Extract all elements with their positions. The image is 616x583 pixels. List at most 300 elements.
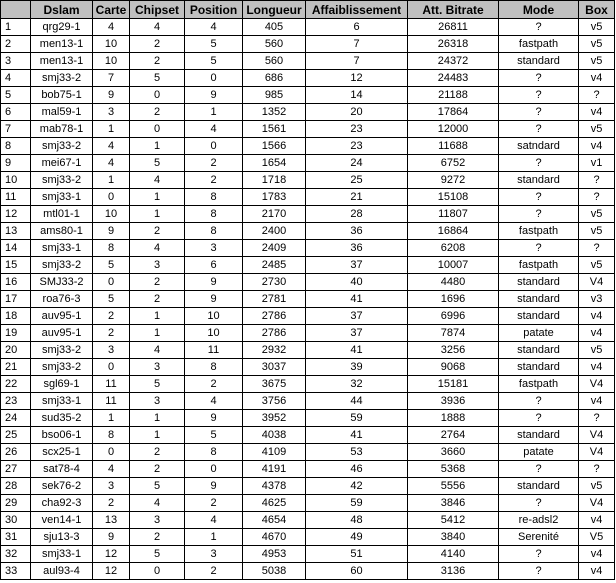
cell-longueur[interactable]: 2786 xyxy=(243,308,306,325)
cell-box[interactable]: v5 xyxy=(579,223,615,240)
cell-row-number[interactable]: 5 xyxy=(1,87,31,104)
cell-longueur[interactable]: 1566 xyxy=(243,138,306,155)
cell-affaiblissement[interactable]: 41 xyxy=(306,342,408,359)
cell-att-bitrate[interactable]: 3846 xyxy=(408,495,499,512)
cell-longueur[interactable]: 2730 xyxy=(243,274,306,291)
cell-position[interactable]: 2 xyxy=(185,172,243,189)
cell-affaiblissement[interactable]: 32 xyxy=(306,376,408,393)
cell-affaiblissement[interactable]: 59 xyxy=(306,410,408,427)
cell-box[interactable]: v3 xyxy=(579,291,615,308)
cell-chipset[interactable]: 3 xyxy=(130,359,185,376)
cell-carte[interactable]: 12 xyxy=(93,546,130,563)
cell-dslam[interactable]: ams80-1 xyxy=(31,223,93,240)
cell-chipset[interactable]: 2 xyxy=(130,529,185,546)
cell-chipset[interactable]: 1 xyxy=(130,189,185,206)
cell-row-number[interactable]: 15 xyxy=(1,257,31,274)
cell-position[interactable]: 5 xyxy=(185,36,243,53)
cell-box[interactable]: v5 xyxy=(579,53,615,70)
cell-carte[interactable]: 9 xyxy=(93,223,130,240)
cell-affaiblissement[interactable]: 28 xyxy=(306,206,408,223)
cell-chipset[interactable]: 2 xyxy=(130,291,185,308)
cell-att-bitrate[interactable]: 21188 xyxy=(408,87,499,104)
cell-longueur[interactable]: 3037 xyxy=(243,359,306,376)
cell-longueur[interactable]: 1783 xyxy=(243,189,306,206)
cell-position[interactable]: 0 xyxy=(185,138,243,155)
cell-affaiblissement[interactable]: 40 xyxy=(306,274,408,291)
cell-position[interactable]: 0 xyxy=(185,461,243,478)
cell-att-bitrate[interactable]: 12000 xyxy=(408,121,499,138)
cell-carte[interactable]: 0 xyxy=(93,274,130,291)
cell-box[interactable]: v4 xyxy=(579,70,615,87)
cell-box[interactable]: ? xyxy=(579,240,615,257)
cell-mode[interactable]: ? xyxy=(499,410,579,427)
cell-carte[interactable]: 11 xyxy=(93,393,130,410)
column-header-dslam[interactable]: Dslam xyxy=(31,1,93,19)
cell-row-number[interactable]: 18 xyxy=(1,308,31,325)
cell-position[interactable]: 4 xyxy=(185,512,243,529)
column-header-att-bitrate[interactable]: Att. Bitrate xyxy=(408,1,499,19)
cell-mode[interactable]: Serenité xyxy=(499,529,579,546)
cell-carte[interactable]: 9 xyxy=(93,87,130,104)
cell-affaiblissement[interactable]: 36 xyxy=(306,223,408,240)
cell-carte[interactable]: 4 xyxy=(93,155,130,172)
cell-carte[interactable]: 4 xyxy=(93,19,130,36)
cell-chipset[interactable]: 1 xyxy=(130,427,185,444)
cell-mode[interactable]: ? xyxy=(499,155,579,172)
cell-row-number[interactable]: 3 xyxy=(1,53,31,70)
cell-chipset[interactable]: 2 xyxy=(130,461,185,478)
cell-box[interactable]: V4 xyxy=(579,376,615,393)
cell-row-number[interactable]: 25 xyxy=(1,427,31,444)
cell-carte[interactable]: 2 xyxy=(93,495,130,512)
cell-longueur[interactable]: 4109 xyxy=(243,444,306,461)
cell-affaiblissement[interactable]: 48 xyxy=(306,512,408,529)
cell-position[interactable]: 9 xyxy=(185,274,243,291)
cell-row-number[interactable]: 20 xyxy=(1,342,31,359)
cell-affaiblissement[interactable]: 14 xyxy=(306,87,408,104)
cell-att-bitrate[interactable]: 7874 xyxy=(408,325,499,342)
corner-header[interactable] xyxy=(1,1,31,19)
cell-mode[interactable]: ? xyxy=(499,70,579,87)
cell-carte[interactable]: 1 xyxy=(93,121,130,138)
cell-att-bitrate[interactable]: 6996 xyxy=(408,308,499,325)
cell-longueur[interactable]: 3756 xyxy=(243,393,306,410)
cell-row-number[interactable]: 29 xyxy=(1,495,31,512)
cell-mode[interactable]: fastpath xyxy=(499,223,579,240)
cell-longueur[interactable]: 1654 xyxy=(243,155,306,172)
cell-position[interactable]: 8 xyxy=(185,359,243,376)
cell-att-bitrate[interactable]: 3256 xyxy=(408,342,499,359)
cell-dslam[interactable]: mei67-1 xyxy=(31,155,93,172)
cell-att-bitrate[interactable]: 15181 xyxy=(408,376,499,393)
cell-position[interactable]: 8 xyxy=(185,223,243,240)
cell-row-number[interactable]: 1 xyxy=(1,19,31,36)
cell-position[interactable]: 8 xyxy=(185,444,243,461)
cell-box[interactable]: ? xyxy=(579,87,615,104)
cell-carte[interactable]: 10 xyxy=(93,206,130,223)
cell-att-bitrate[interactable]: 9272 xyxy=(408,172,499,189)
cell-att-bitrate[interactable]: 2764 xyxy=(408,427,499,444)
cell-chipset[interactable]: 2 xyxy=(130,223,185,240)
cell-att-bitrate[interactable]: 1696 xyxy=(408,291,499,308)
cell-box[interactable]: v4 xyxy=(579,325,615,342)
cell-position[interactable]: 2 xyxy=(185,376,243,393)
cell-mode[interactable]: ? xyxy=(499,563,579,580)
column-header-carte[interactable]: Carte xyxy=(93,1,130,19)
cell-chipset[interactable]: 3 xyxy=(130,257,185,274)
cell-affaiblissement[interactable]: 51 xyxy=(306,546,408,563)
cell-box[interactable]: v5 xyxy=(579,342,615,359)
cell-att-bitrate[interactable]: 10007 xyxy=(408,257,499,274)
cell-position[interactable]: 4 xyxy=(185,19,243,36)
cell-dslam[interactable]: bob75-1 xyxy=(31,87,93,104)
cell-carte[interactable]: 0 xyxy=(93,359,130,376)
cell-box[interactable]: V5 xyxy=(579,529,615,546)
cell-longueur[interactable]: 1561 xyxy=(243,121,306,138)
cell-longueur[interactable]: 560 xyxy=(243,53,306,70)
cell-row-number[interactable]: 32 xyxy=(1,546,31,563)
cell-row-number[interactable]: 13 xyxy=(1,223,31,240)
cell-affaiblissement[interactable]: 42 xyxy=(306,478,408,495)
cell-row-number[interactable]: 26 xyxy=(1,444,31,461)
cell-position[interactable]: 5 xyxy=(185,427,243,444)
cell-dslam[interactable]: sgl69-1 xyxy=(31,376,93,393)
cell-affaiblissement[interactable]: 21 xyxy=(306,189,408,206)
cell-dslam[interactable]: qrg29-1 xyxy=(31,19,93,36)
cell-longueur[interactable]: 4953 xyxy=(243,546,306,563)
cell-chipset[interactable]: 0 xyxy=(130,87,185,104)
cell-att-bitrate[interactable]: 3660 xyxy=(408,444,499,461)
cell-att-bitrate[interactable]: 26318 xyxy=(408,36,499,53)
cell-mode[interactable]: standard xyxy=(499,172,579,189)
cell-row-number[interactable]: 17 xyxy=(1,291,31,308)
cell-row-number[interactable]: 16 xyxy=(1,274,31,291)
cell-mode[interactable]: standard xyxy=(499,427,579,444)
cell-mode[interactable]: ? xyxy=(499,121,579,138)
cell-box[interactable]: v1 xyxy=(579,155,615,172)
cell-chipset[interactable]: 0 xyxy=(130,563,185,580)
cell-dslam[interactable]: sju13-3 xyxy=(31,529,93,546)
cell-dslam[interactable]: smj33-2 xyxy=(31,342,93,359)
cell-chipset[interactable]: 3 xyxy=(130,393,185,410)
cell-dslam[interactable]: smj33-1 xyxy=(31,189,93,206)
cell-affaiblissement[interactable]: 37 xyxy=(306,257,408,274)
cell-chipset[interactable]: 2 xyxy=(130,53,185,70)
cell-affaiblissement[interactable]: 39 xyxy=(306,359,408,376)
cell-chipset[interactable]: 4 xyxy=(130,342,185,359)
column-header-chipset[interactable]: Chipset xyxy=(130,1,185,19)
cell-att-bitrate[interactable]: 15108 xyxy=(408,189,499,206)
cell-longueur[interactable]: 4670 xyxy=(243,529,306,546)
cell-mode[interactable]: fastpath xyxy=(499,257,579,274)
cell-mode[interactable]: re-adsl2 xyxy=(499,512,579,529)
cell-box[interactable]: v4 xyxy=(579,393,615,410)
cell-row-number[interactable]: 6 xyxy=(1,104,31,121)
cell-att-bitrate[interactable]: 5556 xyxy=(408,478,499,495)
cell-row-number[interactable]: 11 xyxy=(1,189,31,206)
cell-dslam[interactable]: sud35-2 xyxy=(31,410,93,427)
cell-chipset[interactable]: 2 xyxy=(130,36,185,53)
cell-longueur[interactable]: 3675 xyxy=(243,376,306,393)
cell-longueur[interactable]: 4191 xyxy=(243,461,306,478)
cell-longueur[interactable]: 4038 xyxy=(243,427,306,444)
cell-dslam[interactable]: smj33-2 xyxy=(31,138,93,155)
cell-carte[interactable]: 3 xyxy=(93,104,130,121)
cell-att-bitrate[interactable]: 11807 xyxy=(408,206,499,223)
cell-dslam[interactable]: cha92-3 xyxy=(31,495,93,512)
cell-position[interactable]: 10 xyxy=(185,325,243,342)
cell-affaiblissement[interactable]: 41 xyxy=(306,427,408,444)
cell-affaiblissement[interactable]: 37 xyxy=(306,308,408,325)
cell-affaiblissement[interactable]: 41 xyxy=(306,291,408,308)
cell-longueur[interactable]: 2400 xyxy=(243,223,306,240)
cell-mode[interactable]: standard xyxy=(499,274,579,291)
cell-box[interactable]: v5 xyxy=(579,19,615,36)
cell-longueur[interactable]: 2932 xyxy=(243,342,306,359)
cell-att-bitrate[interactable]: 6752 xyxy=(408,155,499,172)
cell-dslam[interactable]: smj33-2 xyxy=(31,70,93,87)
cell-mode[interactable]: patate xyxy=(499,325,579,342)
cell-mode[interactable]: ? xyxy=(499,104,579,121)
cell-position[interactable]: 5 xyxy=(185,53,243,70)
cell-box[interactable]: v5 xyxy=(579,206,615,223)
cell-box[interactable]: v4 xyxy=(579,563,615,580)
cell-chipset[interactable]: 1 xyxy=(130,325,185,342)
cell-row-number[interactable]: 21 xyxy=(1,359,31,376)
cell-position[interactable]: 4 xyxy=(185,121,243,138)
cell-att-bitrate[interactable]: 17864 xyxy=(408,104,499,121)
cell-row-number[interactable]: 14 xyxy=(1,240,31,257)
cell-row-number[interactable]: 33 xyxy=(1,563,31,580)
cell-row-number[interactable]: 31 xyxy=(1,529,31,546)
cell-dslam[interactable]: mal59-1 xyxy=(31,104,93,121)
cell-mode[interactable]: standard xyxy=(499,478,579,495)
cell-box[interactable]: V4 xyxy=(579,495,615,512)
cell-chipset[interactable]: 0 xyxy=(130,121,185,138)
cell-mode[interactable]: standard xyxy=(499,291,579,308)
cell-dslam[interactable]: mab78-1 xyxy=(31,121,93,138)
cell-carte[interactable]: 2 xyxy=(93,308,130,325)
cell-carte[interactable]: 4 xyxy=(93,138,130,155)
cell-dslam[interactable]: smj33-2 xyxy=(31,257,93,274)
cell-carte[interactable]: 3 xyxy=(93,478,130,495)
cell-dslam[interactable]: aul93-4 xyxy=(31,563,93,580)
cell-longueur[interactable]: 2409 xyxy=(243,240,306,257)
cell-mode[interactable]: standard xyxy=(499,342,579,359)
cell-chipset[interactable]: 4 xyxy=(130,172,185,189)
cell-affaiblissement[interactable]: 6 xyxy=(306,19,408,36)
cell-box[interactable]: ? xyxy=(579,410,615,427)
cell-chipset[interactable]: 3 xyxy=(130,512,185,529)
cell-affaiblissement[interactable]: 53 xyxy=(306,444,408,461)
column-header-longueur[interactable]: Longueur xyxy=(243,1,306,19)
cell-row-number[interactable]: 22 xyxy=(1,376,31,393)
cell-position[interactable]: 8 xyxy=(185,206,243,223)
cell-longueur[interactable]: 2786 xyxy=(243,325,306,342)
cell-row-number[interactable]: 27 xyxy=(1,461,31,478)
cell-carte[interactable]: 1 xyxy=(93,410,130,427)
cell-att-bitrate[interactable]: 3136 xyxy=(408,563,499,580)
cell-position[interactable]: 2 xyxy=(185,563,243,580)
cell-affaiblissement[interactable]: 44 xyxy=(306,393,408,410)
cell-box[interactable]: v5 xyxy=(579,121,615,138)
cell-position[interactable]: 6 xyxy=(185,257,243,274)
cell-carte[interactable]: 8 xyxy=(93,427,130,444)
cell-row-number[interactable]: 23 xyxy=(1,393,31,410)
cell-dslam[interactable]: smj33-2 xyxy=(31,359,93,376)
cell-carte[interactable]: 10 xyxy=(93,53,130,70)
cell-position[interactable]: 0 xyxy=(185,70,243,87)
cell-row-number[interactable]: 12 xyxy=(1,206,31,223)
cell-mode[interactable]: ? xyxy=(499,546,579,563)
cell-carte[interactable]: 0 xyxy=(93,444,130,461)
column-header-box[interactable]: Box xyxy=(579,1,615,19)
cell-affaiblissement[interactable]: 36 xyxy=(306,240,408,257)
cell-mode[interactable]: fastpath xyxy=(499,376,579,393)
cell-chipset[interactable]: 2 xyxy=(130,274,185,291)
cell-longueur[interactable]: 2781 xyxy=(243,291,306,308)
cell-longueur[interactable]: 985 xyxy=(243,87,306,104)
column-header-position[interactable]: Position xyxy=(185,1,243,19)
cell-dslam[interactable]: men13-1 xyxy=(31,36,93,53)
cell-row-number[interactable]: 30 xyxy=(1,512,31,529)
cell-carte[interactable]: 8 xyxy=(93,240,130,257)
cell-chipset[interactable]: 1 xyxy=(130,206,185,223)
cell-att-bitrate[interactable]: 3936 xyxy=(408,393,499,410)
cell-att-bitrate[interactable]: 1888 xyxy=(408,410,499,427)
cell-att-bitrate[interactable]: 11688 xyxy=(408,138,499,155)
cell-longueur[interactable]: 4654 xyxy=(243,512,306,529)
cell-longueur[interactable]: 405 xyxy=(243,19,306,36)
cell-longueur[interactable]: 1352 xyxy=(243,104,306,121)
cell-longueur[interactable]: 2485 xyxy=(243,257,306,274)
cell-affaiblissement[interactable]: 46 xyxy=(306,461,408,478)
cell-att-bitrate[interactable]: 26811 xyxy=(408,19,499,36)
cell-dslam[interactable]: sat78-4 xyxy=(31,461,93,478)
cell-att-bitrate[interactable]: 16864 xyxy=(408,223,499,240)
cell-chipset[interactable]: 5 xyxy=(130,478,185,495)
cell-mode[interactable]: ? xyxy=(499,206,579,223)
cell-box[interactable]: V4 xyxy=(579,274,615,291)
cell-box[interactable]: v4 xyxy=(579,512,615,529)
cell-position[interactable]: 2 xyxy=(185,495,243,512)
cell-box[interactable]: v4 xyxy=(579,138,615,155)
cell-affaiblissement[interactable]: 20 xyxy=(306,104,408,121)
cell-carte[interactable]: 12 xyxy=(93,563,130,580)
cell-position[interactable]: 3 xyxy=(185,546,243,563)
cell-mode[interactable]: satndard xyxy=(499,138,579,155)
cell-mode[interactable]: fastpath xyxy=(499,36,579,53)
cell-affaiblissement[interactable]: 49 xyxy=(306,529,408,546)
cell-chipset[interactable]: 2 xyxy=(130,104,185,121)
cell-position[interactable]: 9 xyxy=(185,87,243,104)
cell-row-number[interactable]: 10 xyxy=(1,172,31,189)
cell-longueur[interactable]: 4625 xyxy=(243,495,306,512)
cell-dslam[interactable]: ven14-1 xyxy=(31,512,93,529)
cell-chipset[interactable]: 1 xyxy=(130,410,185,427)
cell-affaiblissement[interactable]: 60 xyxy=(306,563,408,580)
cell-row-number[interactable]: 7 xyxy=(1,121,31,138)
cell-position[interactable]: 10 xyxy=(185,308,243,325)
cell-box[interactable]: v4 xyxy=(579,104,615,121)
cell-longueur[interactable]: 5038 xyxy=(243,563,306,580)
cell-att-bitrate[interactable]: 9068 xyxy=(408,359,499,376)
cell-box[interactable]: V4 xyxy=(579,444,615,461)
cell-carte[interactable]: 9 xyxy=(93,529,130,546)
cell-affaiblissement[interactable]: 7 xyxy=(306,36,408,53)
cell-chipset[interactable]: 5 xyxy=(130,155,185,172)
cell-dslam[interactable]: smj33-2 xyxy=(31,172,93,189)
cell-chipset[interactable]: 5 xyxy=(130,70,185,87)
cell-carte[interactable]: 4 xyxy=(93,461,130,478)
cell-longueur[interactable]: 1718 xyxy=(243,172,306,189)
cell-dslam[interactable]: sek76-2 xyxy=(31,478,93,495)
cell-row-number[interactable]: 28 xyxy=(1,478,31,495)
cell-carte[interactable]: 1 xyxy=(93,172,130,189)
cell-box[interactable]: ? xyxy=(579,189,615,206)
cell-box[interactable]: V4 xyxy=(579,427,615,444)
cell-mode[interactable]: standard xyxy=(499,53,579,70)
cell-row-number[interactable]: 4 xyxy=(1,70,31,87)
cell-chipset[interactable]: 4 xyxy=(130,240,185,257)
cell-dslam[interactable]: smj33-1 xyxy=(31,393,93,410)
cell-position[interactable]: 9 xyxy=(185,410,243,427)
cell-row-number[interactable]: 19 xyxy=(1,325,31,342)
cell-position[interactable]: 11 xyxy=(185,342,243,359)
cell-box[interactable]: v4 xyxy=(579,546,615,563)
cell-chipset[interactable]: 5 xyxy=(130,376,185,393)
cell-dslam[interactable]: auv95-1 xyxy=(31,325,93,342)
cell-att-bitrate[interactable]: 24483 xyxy=(408,70,499,87)
cell-dslam[interactable]: smj33-1 xyxy=(31,240,93,257)
cell-row-number[interactable]: 2 xyxy=(1,36,31,53)
cell-att-bitrate[interactable]: 5412 xyxy=(408,512,499,529)
cell-row-number[interactable]: 24 xyxy=(1,410,31,427)
cell-position[interactable]: 1 xyxy=(185,104,243,121)
cell-affaiblissement[interactable]: 25 xyxy=(306,172,408,189)
cell-att-bitrate[interactable]: 3840 xyxy=(408,529,499,546)
cell-dslam[interactable]: SMJ33-2 xyxy=(31,274,93,291)
cell-carte[interactable]: 7 xyxy=(93,70,130,87)
column-header-mode[interactable]: Mode xyxy=(499,1,579,19)
cell-att-bitrate[interactable]: 4140 xyxy=(408,546,499,563)
cell-longueur[interactable]: 4378 xyxy=(243,478,306,495)
cell-affaiblissement[interactable]: 24 xyxy=(306,155,408,172)
cell-box[interactable]: v5 xyxy=(579,257,615,274)
cell-carte[interactable]: 5 xyxy=(93,291,130,308)
cell-carte[interactable]: 5 xyxy=(93,257,130,274)
cell-position[interactable]: 4 xyxy=(185,393,243,410)
cell-carte[interactable]: 2 xyxy=(93,325,130,342)
cell-position[interactable]: 2 xyxy=(185,155,243,172)
cell-longueur[interactable]: 2170 xyxy=(243,206,306,223)
cell-box[interactable]: v5 xyxy=(579,478,615,495)
cell-affaiblissement[interactable]: 23 xyxy=(306,138,408,155)
cell-dslam[interactable]: men13-1 xyxy=(31,53,93,70)
cell-box[interactable]: ? xyxy=(579,172,615,189)
cell-position[interactable]: 8 xyxy=(185,189,243,206)
cell-row-number[interactable]: 8 xyxy=(1,138,31,155)
cell-position[interactable]: 1 xyxy=(185,529,243,546)
cell-mode[interactable]: standard xyxy=(499,308,579,325)
cell-dslam[interactable]: scx25-1 xyxy=(31,444,93,461)
cell-box[interactable]: v5 xyxy=(579,36,615,53)
cell-chipset[interactable]: 1 xyxy=(130,138,185,155)
cell-att-bitrate[interactable]: 5368 xyxy=(408,461,499,478)
cell-chipset[interactable]: 4 xyxy=(130,19,185,36)
cell-dslam[interactable]: smj33-1 xyxy=(31,546,93,563)
cell-box[interactable]: v4 xyxy=(579,359,615,376)
